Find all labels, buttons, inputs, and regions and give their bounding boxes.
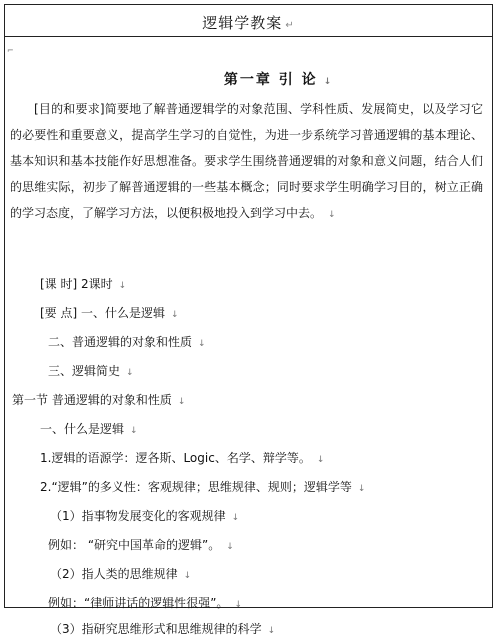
return-mark-icon: ↓ — [130, 426, 138, 436]
chapter-title: 第一章 引 论 ↓ — [223, 72, 334, 88]
return-mark-icon: ↓ — [267, 626, 276, 636]
list-item: （3）指研究思维形式和思维规律的科学 ↓ — [50, 622, 276, 636]
return-mark-icon: ↓ — [328, 210, 336, 220]
return-mark-icon: ↓ — [323, 77, 334, 87]
section-heading: 第一节 普通逻辑的对象和性质 ↓ — [12, 393, 186, 407]
return-mark-icon: ↓ — [118, 281, 127, 291]
list-item: 2.“逻辑”的多义性：客观规律；思维规律、规则；逻辑学等 ↓ — [40, 480, 366, 494]
return-mark-icon: ↓ — [316, 455, 325, 465]
return-mark-icon: ↓ — [177, 397, 186, 407]
return-mark-icon: ↓ — [231, 513, 240, 523]
return-mark-icon: ↓ — [171, 310, 179, 320]
intro-paragraph: [目的和要求]简要地了解普通逻辑学的对象范围、学科性质、发展简史，以及学习它的必要性和重要意义，提高学生学习的自觉性，为进一步系统学习普通逻辑的基本理论、基本知识和基本技能作好思想准备。要求学生围绕普通逻辑的对象和意义问题，结合人们的思维实际，初步了解普通逻辑的一些基本概念；同时要求学生明确学习目的，树立正确的学习态度，了解学习方法，以便积极地投入到学习中去。 ↓ — [10, 102, 483, 220]
list-item: 1.逻辑的语源学：逻各斯、Logic、名学、辩学等。 ↓ — [40, 451, 325, 465]
example-line: 例如： “研究中国革命的逻辑”。 ↓ — [48, 538, 234, 552]
key-point-item: 二、普通逻辑的对象和性质 ↓ — [48, 335, 206, 349]
example-line: 例如：“律师讲话的逻辑性很强”。 ↓ — [48, 596, 242, 610]
return-mark-icon: ↓ — [126, 368, 134, 378]
document-title: 逻辑学教案 ↵ — [202, 14, 295, 32]
paragraph-mark-icon: ↵ — [285, 20, 295, 31]
title-cell — [5, 5, 492, 37]
document-page — [4, 4, 493, 636]
return-mark-icon: ↓ — [226, 542, 234, 552]
return-mark-icon: ↓ — [198, 339, 206, 349]
text-boundary-mark: ⌐ — [7, 46, 14, 55]
key-point-item: 三、逻辑简史 ↓ — [48, 364, 134, 378]
return-mark-icon: ↓ — [183, 571, 192, 581]
list-item: （2）指人类的思维规律 ↓ — [50, 567, 192, 581]
return-mark-icon: ↓ — [234, 600, 242, 610]
return-mark-icon: ↓ — [357, 484, 366, 494]
class-hours-line: [课 时] 2课时 ↓ — [40, 277, 127, 291]
key-points-line: [要 点] 一、什么是逻辑 ↓ — [40, 306, 179, 320]
subsection-heading: 一、什么是逻辑 ↓ — [40, 422, 138, 436]
list-item: （1）指事物发展变化的客观规律 ↓ — [50, 509, 240, 523]
